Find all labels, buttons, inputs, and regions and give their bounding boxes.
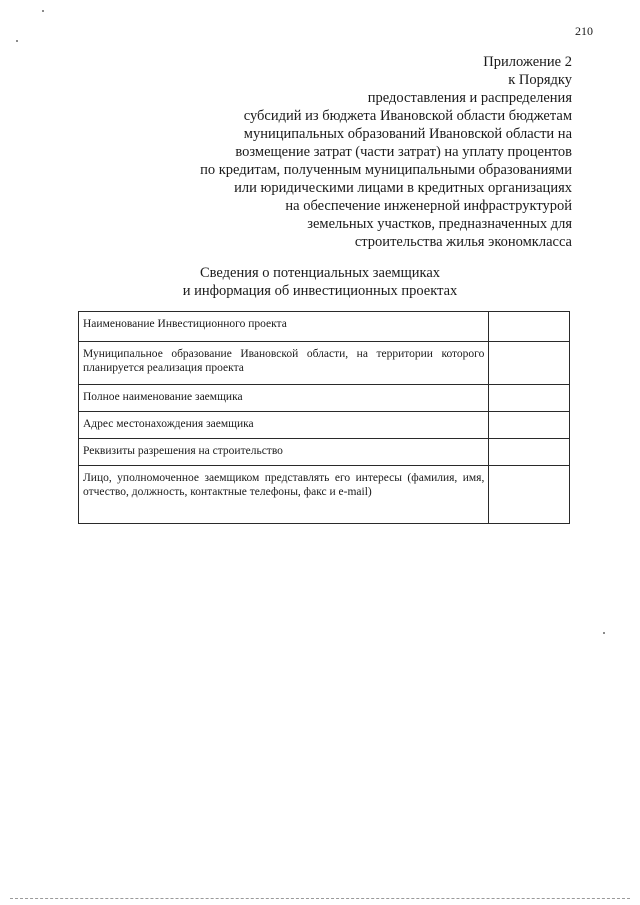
scan-speck: [42, 10, 44, 12]
row-value-cell[interactable]: [489, 312, 570, 342]
appendix-line: строительства жилья экономкласса: [354, 234, 572, 250]
title-line: Сведения о потенциальных заемщиках: [199, 265, 441, 281]
appendix-line: или юридическими лицами в кредитных организациях: [234, 180, 572, 196]
table-row: [79, 312, 570, 342]
appendix-line: по кредитам, полученным муниципальными образованиями: [200, 162, 572, 178]
appendix-line: субсидий из бюджета Ивановской области бюджетам: [243, 108, 572, 124]
scan-speck: [603, 632, 605, 634]
row-value-cell[interactable]: [489, 439, 570, 466]
table-row: [79, 439, 570, 466]
scan-edge-line: [10, 898, 630, 899]
row-label: Наименование Инвестиционного проекта: [79, 312, 489, 342]
appendix-line: возмещение затрат (части затрат) на уплату процентов: [235, 144, 572, 160]
appendix-line: земельных участков, предназначенных для: [307, 216, 572, 232]
row-label: Реквизиты разрешения на строительство: [79, 439, 489, 466]
row-value-cell[interactable]: [489, 466, 570, 524]
table-row: [79, 342, 570, 385]
borrower-info-table: [78, 311, 570, 524]
table-row: [79, 412, 570, 439]
scan-speck: [16, 40, 18, 42]
row-value-cell[interactable]: [489, 412, 570, 439]
appendix-line: на обеспечение инженерной инфраструктурой: [285, 198, 572, 214]
appendix-line: предоставления и распределения: [367, 90, 572, 106]
table-row: [79, 385, 570, 412]
appendix-line: к Порядку: [508, 72, 572, 88]
page-number: 210: [575, 24, 593, 38]
document-title: [0, 264, 640, 300]
row-label: Адрес местонахождения заемщика: [79, 412, 489, 439]
appendix-header: [152, 53, 572, 251]
row-value-cell[interactable]: [489, 342, 570, 385]
appendix-line: муниципальных образований Ивановской области на: [243, 126, 572, 142]
row-label: Полное наименование заемщика: [79, 385, 489, 412]
row-value-cell[interactable]: [489, 385, 570, 412]
appendix-line: Приложение 2: [483, 54, 572, 70]
row-label: Лицо, уполномоченное заемщиком представлять его интересы (фамилия, имя, отчество, должность, контактные телефоны, факс и e-mail): [79, 466, 489, 524]
title-line: и информация об инвестиционных проектах: [182, 283, 458, 299]
table-row: [79, 466, 570, 524]
row-label: Муниципальное образование Ивановской области, на территории которого планируется реализация проекта: [79, 342, 489, 385]
